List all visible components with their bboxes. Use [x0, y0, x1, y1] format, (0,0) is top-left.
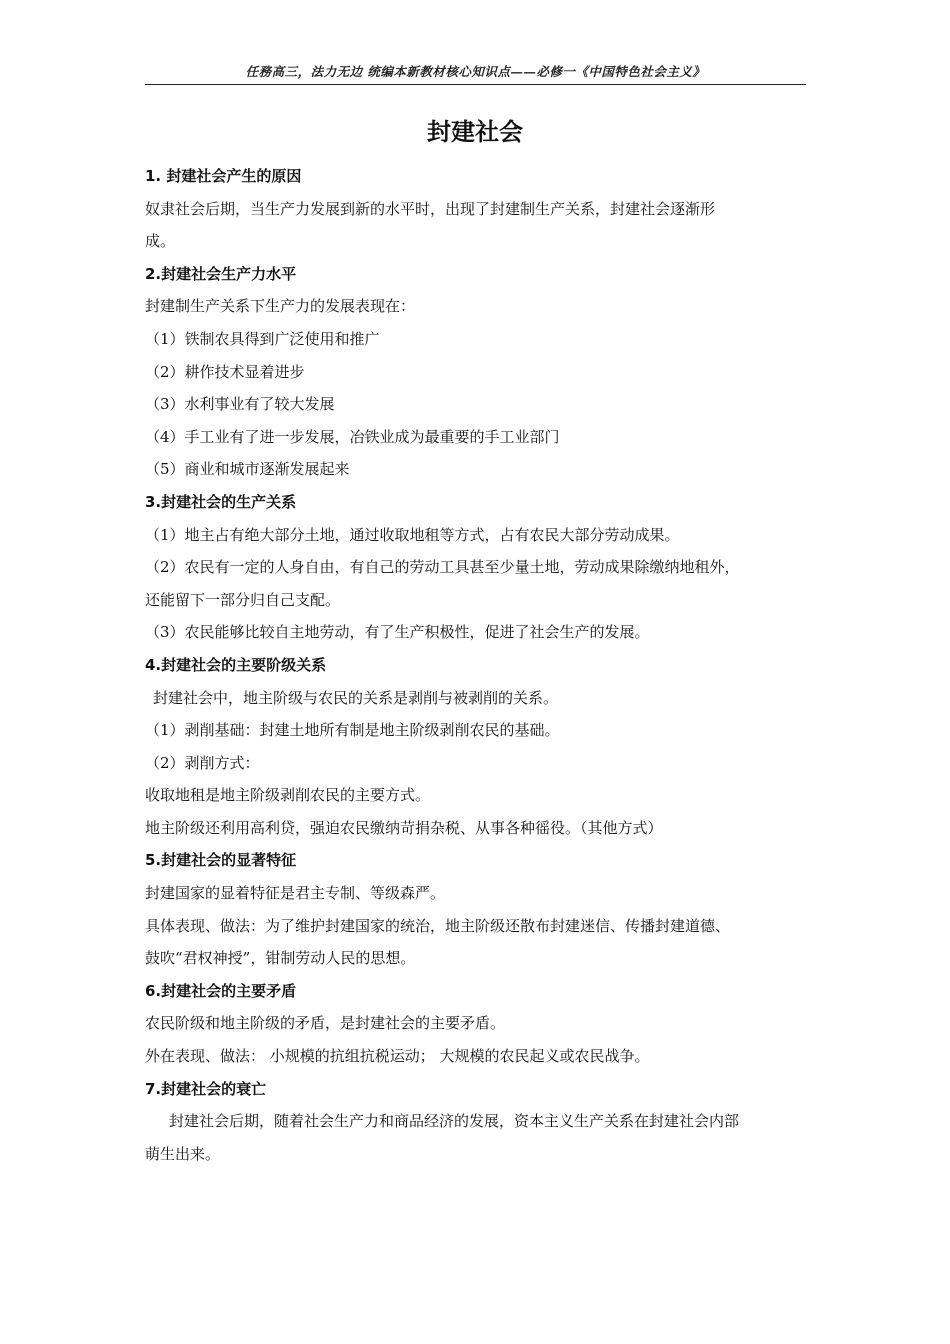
section-heading: 7.封建社会的衰亡	[145, 1079, 267, 1098]
paragraph-line: 萌生出来。	[145, 1144, 221, 1163]
paragraph-line: 外在表现、做法： 小规模的抗组抗税运动； 大规模的农民起义或农民战争。	[145, 1047, 650, 1066]
paragraph-line: 还能留下一部分归自己支配。	[145, 590, 341, 609]
paragraph-line: 封建社会中，地主阶级与农民的关系是剥削与被剥削的关系。	[153, 688, 559, 707]
list-item: （3）水利事业有了较大发展	[145, 395, 335, 414]
paragraph-line: 地主阶级还利用高利贷，强迫农民缴纳苛捐杂税、从事各种徭役。（其他方式）	[145, 818, 663, 837]
page-title: 封建社会	[427, 118, 523, 146]
paragraph-line: 农民阶级和地主阶级的矛盾，是封建社会的主要矛盾。	[145, 1014, 506, 1033]
section-heading: 2.封建社会生产力水平	[145, 264, 297, 283]
paragraph-line: 奴隶社会后期，当生产力发展到新的水平时，出现了封建制生产关系，封建社会逐渐形	[145, 199, 716, 218]
list-item: （4）手工业有了进一步发展，冶铁业成为最重要的手工业部门	[145, 427, 560, 446]
section-heading: 5.封建社会的显著特征	[145, 851, 297, 870]
list-item: （1）地主占有绝大部分土地，通过收取地租等方式，占有农民大部分劳动成果。	[145, 525, 680, 544]
list-item: （1）铁制农具得到广泛使用和推广	[145, 329, 380, 348]
paragraph-line: 成。	[145, 232, 176, 251]
section-heading: 3.封建社会的生产关系	[145, 492, 297, 511]
section-heading: 6.封建社会的主要矛盾	[145, 981, 297, 1000]
paragraph-line: 封建制生产关系下生产力的发展表现在：	[145, 297, 416, 316]
list-item: （5）商业和城市逐渐发展起来	[145, 460, 350, 479]
list-item: （2）农民有一定的人身自由，有自己的劳动工具甚至少量土地，劳动成果除缴纳地租外，	[145, 558, 740, 577]
header-divider	[145, 84, 806, 85]
document-body	[145, 160, 809, 1170]
section-heading: 4.封建社会的主要阶级关系	[145, 655, 327, 674]
paragraph-line: 封建国家的显着特征是君主专制、等级森严。	[145, 884, 446, 903]
running-header: 任務高三，法力无边 统编本新教材核心知识点——必修一《中国特色社会主义》	[245, 64, 706, 79]
section-heading: 1. 封建社会产生的原因	[145, 167, 302, 185]
paragraph-line: 鼓吹“君权神授”，钳制劳动人民的思想。	[145, 949, 416, 968]
list-item: （2）剥削方式：	[145, 753, 260, 772]
list-item: （2）耕作技术显着进步	[145, 362, 305, 381]
paragraph-line: 封建社会后期，随着社会生产力和商品经济的发展，资本主义生产关系在封建社会内部	[169, 1112, 740, 1131]
paragraph-line: 具体表现、做法：为了维护封建国家的统治，地主阶级还散布封建迷信、传播封建道德、	[145, 916, 731, 935]
list-item: （3）农民能够比较自主地劳动，有了生产积极性，促进了社会生产的发展。	[145, 623, 650, 642]
paragraph-line: 收取地租是地主阶级剥削农民的主要方式。	[145, 786, 431, 805]
list-item: （1）剥削基础：封建土地所有制是地主阶级剥削农民的基础。	[145, 721, 560, 740]
